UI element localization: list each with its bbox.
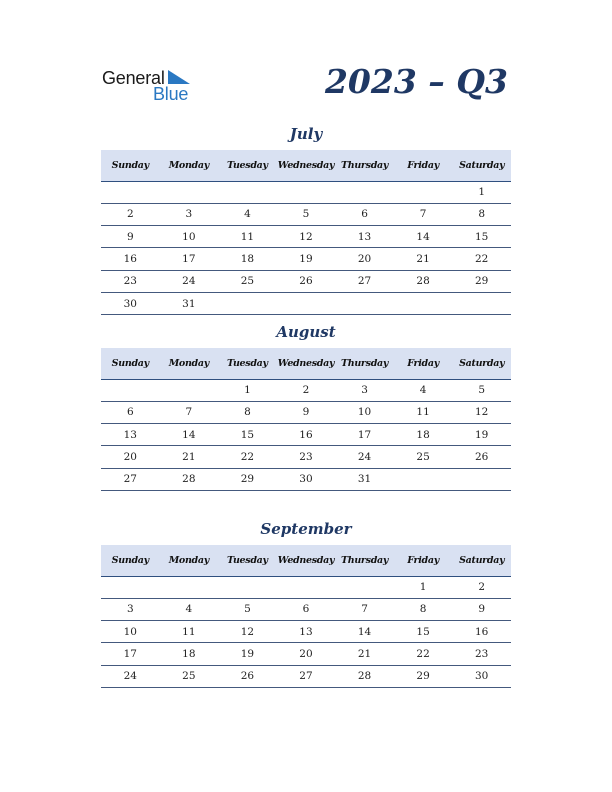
generalblue-logo xyxy=(102,68,212,104)
day-cell: 28 xyxy=(160,468,219,490)
day-cell xyxy=(452,292,511,314)
day-cell: 24 xyxy=(160,270,219,292)
day-cell: 2 xyxy=(101,203,160,225)
day-cell: 26 xyxy=(218,665,277,687)
day-cell: 11 xyxy=(394,401,453,423)
day-cell: 28 xyxy=(335,665,394,687)
day-cell: 16 xyxy=(277,424,336,446)
day-cell: 5 xyxy=(452,379,511,401)
day-cell xyxy=(218,292,277,314)
day-cell: 12 xyxy=(452,401,511,423)
day-cell: 30 xyxy=(452,665,511,687)
weekday-header: Wednesday xyxy=(277,348,336,379)
weekday-header: Tuesday xyxy=(218,545,277,576)
day-cell xyxy=(277,181,336,203)
weekday-header: Wednesday xyxy=(277,545,336,576)
day-cell xyxy=(394,292,453,314)
day-cell: 12 xyxy=(218,621,277,643)
day-cell: 6 xyxy=(277,598,336,620)
day-cell: 27 xyxy=(277,665,336,687)
day-cell: 10 xyxy=(160,226,219,248)
day-cell: 12 xyxy=(277,226,336,248)
day-cell: 15 xyxy=(452,226,511,248)
day-cell: 31 xyxy=(160,292,219,314)
day-cell: 11 xyxy=(160,621,219,643)
day-cell xyxy=(394,181,453,203)
weekday-header: Monday xyxy=(160,150,219,181)
week-row xyxy=(101,665,511,687)
day-cell: 19 xyxy=(277,248,336,270)
day-cell: 22 xyxy=(218,446,277,468)
weekday-header: Tuesday xyxy=(218,150,277,181)
calendar-grid-july xyxy=(101,150,511,315)
week-row xyxy=(101,270,511,292)
weekday-header: Monday xyxy=(160,348,219,379)
week-row xyxy=(101,379,511,401)
day-cell xyxy=(101,576,160,598)
day-cell xyxy=(394,468,453,490)
week-row xyxy=(101,643,511,665)
month-august xyxy=(101,322,511,491)
day-cell: 14 xyxy=(394,226,453,248)
day-cell: 10 xyxy=(101,621,160,643)
logo-word-blue: Blue xyxy=(153,84,189,104)
day-cell xyxy=(218,576,277,598)
day-cell: 31 xyxy=(335,468,394,490)
day-cell: 5 xyxy=(277,203,336,225)
day-cell: 13 xyxy=(277,621,336,643)
month-september xyxy=(101,519,511,688)
day-cell: 23 xyxy=(452,643,511,665)
page-title: 2023 – Q3 xyxy=(324,62,508,101)
day-cell: 30 xyxy=(277,468,336,490)
day-cell: 3 xyxy=(335,379,394,401)
day-cell: 29 xyxy=(218,468,277,490)
weekday-header: Wednesday xyxy=(277,150,336,181)
day-cell: 16 xyxy=(101,248,160,270)
day-cell: 8 xyxy=(394,598,453,620)
day-cell: 25 xyxy=(394,446,453,468)
day-cell: 6 xyxy=(335,203,394,225)
day-cell: 9 xyxy=(452,598,511,620)
weekday-header: Thursday xyxy=(335,150,394,181)
weekday-header: Monday xyxy=(160,545,219,576)
day-cell: 20 xyxy=(101,446,160,468)
weekday-header: Tuesday xyxy=(218,348,277,379)
month-name: July xyxy=(289,125,323,143)
day-cell: 8 xyxy=(452,203,511,225)
day-cell: 3 xyxy=(101,598,160,620)
weekday-header: Friday xyxy=(394,348,453,379)
day-cell: 21 xyxy=(394,248,453,270)
day-cell: 6 xyxy=(101,401,160,423)
day-cell: 2 xyxy=(452,576,511,598)
weekday-header: Saturday xyxy=(452,150,511,181)
day-cell: 14 xyxy=(160,424,219,446)
day-cell: 17 xyxy=(160,248,219,270)
logo-word-general: General xyxy=(102,68,165,88)
day-cell: 1 xyxy=(452,181,511,203)
week-row xyxy=(101,248,511,270)
day-cell: 18 xyxy=(394,424,453,446)
day-cell: 7 xyxy=(160,401,219,423)
day-cell: 11 xyxy=(218,226,277,248)
day-cell: 7 xyxy=(394,203,453,225)
day-cell: 27 xyxy=(335,270,394,292)
day-cell: 21 xyxy=(335,643,394,665)
day-cell: 26 xyxy=(452,446,511,468)
week-row xyxy=(101,424,511,446)
day-cell: 2 xyxy=(277,379,336,401)
day-cell xyxy=(277,292,336,314)
week-row xyxy=(101,598,511,620)
week-row xyxy=(101,446,511,468)
day-cell xyxy=(452,468,511,490)
day-cell xyxy=(335,292,394,314)
weekday-header: Thursday xyxy=(335,348,394,379)
day-cell: 27 xyxy=(101,468,160,490)
weekday-header: Saturday xyxy=(452,348,511,379)
month-name: August xyxy=(276,323,336,341)
day-cell: 13 xyxy=(101,424,160,446)
day-cell: 16 xyxy=(452,621,511,643)
day-cell: 24 xyxy=(335,446,394,468)
day-cell: 1 xyxy=(394,576,453,598)
day-cell: 10 xyxy=(335,401,394,423)
day-cell: 28 xyxy=(394,270,453,292)
day-cell xyxy=(101,181,160,203)
week-row xyxy=(101,401,511,423)
day-cell: 23 xyxy=(277,446,336,468)
day-cell xyxy=(101,379,160,401)
week-row xyxy=(101,181,511,203)
day-cell: 15 xyxy=(218,424,277,446)
day-cell: 4 xyxy=(394,379,453,401)
day-cell: 29 xyxy=(394,665,453,687)
weekday-header: Thursday xyxy=(335,545,394,576)
day-cell: 22 xyxy=(394,643,453,665)
day-cell: 4 xyxy=(218,203,277,225)
day-cell: 4 xyxy=(160,598,219,620)
day-cell xyxy=(218,181,277,203)
day-cell xyxy=(335,181,394,203)
week-row xyxy=(101,621,511,643)
week-row xyxy=(101,292,511,314)
day-cell: 13 xyxy=(335,226,394,248)
week-row xyxy=(101,468,511,490)
day-cell: 3 xyxy=(160,203,219,225)
month-name: September xyxy=(260,520,352,538)
logo-triangle-icon xyxy=(168,70,190,84)
day-cell: 29 xyxy=(452,270,511,292)
day-cell: 20 xyxy=(277,643,336,665)
day-cell: 5 xyxy=(218,598,277,620)
weekday-header: Sunday xyxy=(101,545,160,576)
day-cell: 30 xyxy=(101,292,160,314)
day-cell: 23 xyxy=(101,270,160,292)
day-cell: 19 xyxy=(452,424,511,446)
weekday-header: Friday xyxy=(394,150,453,181)
day-cell: 25 xyxy=(160,665,219,687)
day-cell: 1 xyxy=(218,379,277,401)
day-cell: 15 xyxy=(394,621,453,643)
week-row xyxy=(101,576,511,598)
day-cell: 19 xyxy=(218,643,277,665)
day-cell: 17 xyxy=(335,424,394,446)
day-cell: 9 xyxy=(277,401,336,423)
day-cell: 7 xyxy=(335,598,394,620)
day-cell xyxy=(160,576,219,598)
day-cell: 18 xyxy=(160,643,219,665)
day-cell: 22 xyxy=(452,248,511,270)
week-row xyxy=(101,203,511,225)
day-cell xyxy=(160,379,219,401)
day-cell: 25 xyxy=(218,270,277,292)
day-cell: 9 xyxy=(101,226,160,248)
day-cell: 14 xyxy=(335,621,394,643)
day-cell: 18 xyxy=(218,248,277,270)
weekday-header: Saturday xyxy=(452,545,511,576)
day-cell: 24 xyxy=(101,665,160,687)
calendar-grid-august xyxy=(101,348,511,491)
day-cell: 20 xyxy=(335,248,394,270)
day-cell: 8 xyxy=(218,401,277,423)
month-july xyxy=(101,124,511,315)
weekday-header: Friday xyxy=(394,545,453,576)
weekday-header: Sunday xyxy=(101,348,160,379)
day-cell: 21 xyxy=(160,446,219,468)
week-row xyxy=(101,226,511,248)
day-cell xyxy=(277,576,336,598)
weekday-header: Sunday xyxy=(101,150,160,181)
day-cell: 17 xyxy=(101,643,160,665)
day-cell: 26 xyxy=(277,270,336,292)
day-cell xyxy=(160,181,219,203)
calendar-grid-september xyxy=(101,545,511,688)
day-cell xyxy=(335,576,394,598)
